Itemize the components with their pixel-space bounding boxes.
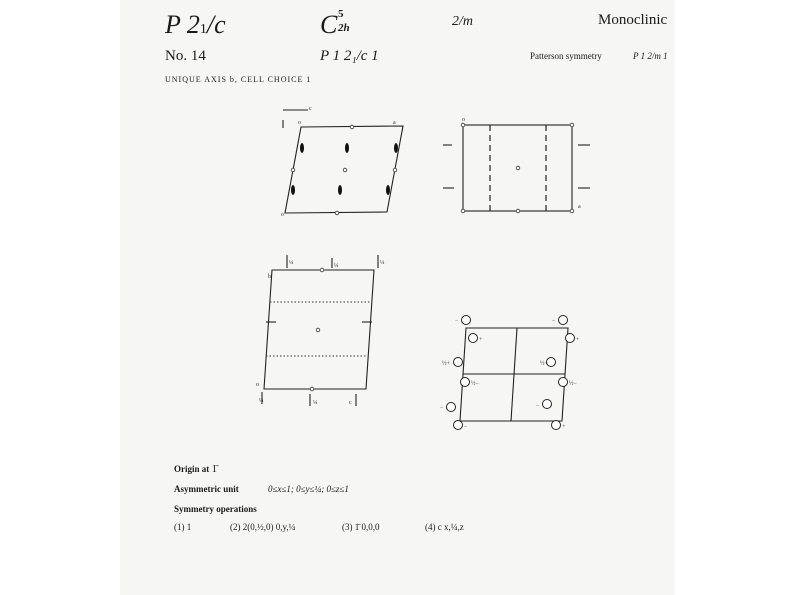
inversion-center: [516, 209, 520, 213]
a-axis-label: a: [393, 120, 396, 126]
minus-sign: −: [455, 318, 459, 324]
quarter-label: ¼: [380, 260, 385, 266]
asymmetric-unit-label: Asymmetric unit: [174, 484, 239, 494]
b-axis-label: b: [268, 274, 271, 280]
inversion-center: [570, 209, 574, 213]
inversion-center: [335, 211, 339, 215]
schoenflies-symbol: C: [320, 10, 338, 39]
position-circle: [566, 334, 575, 343]
inversion-center: [343, 168, 347, 172]
patterson-label: Patterson symmetry: [530, 51, 602, 61]
inversion-center: [316, 328, 320, 332]
quarter-label: ¼: [313, 400, 318, 406]
asymmetric-unit-value: 0≤x≤1; 0≤y≤¼; 0≤z≤1: [268, 484, 349, 494]
symmetry-op-1: (1) 1: [174, 522, 192, 532]
screw-axis-symbol: [291, 185, 295, 195]
half-minus-label: ½−: [569, 381, 577, 387]
minus-sign: −: [552, 318, 556, 324]
half-plus-label: ½+: [540, 361, 548, 367]
position-circle: [552, 421, 561, 430]
space-group-number: No. 14: [165, 48, 206, 64]
screw-axis-symbol: [394, 143, 398, 153]
plus-sign: +: [576, 337, 580, 343]
a-axis-label: a: [578, 204, 581, 210]
hm-symbol: P 21/c: [165, 10, 226, 39]
plus-sign: +: [479, 337, 483, 343]
origin-label-row: Origin at 1̄: [174, 463, 217, 475]
origin-label: o: [281, 212, 284, 218]
crystal-system: Monoclinic: [598, 12, 668, 28]
screw-axis-symbol: [345, 143, 349, 153]
schoenflies-superscript: 5: [338, 8, 344, 20]
position-circle: [454, 421, 463, 430]
position-circle: [469, 334, 478, 343]
origin-label: o: [462, 117, 465, 123]
screw-axis-symbol: [386, 185, 390, 195]
symmetry-operations-label: Symmetry operations: [174, 504, 257, 514]
plus-sign: +: [562, 424, 566, 430]
position-circle: [461, 378, 470, 387]
patterson-value: P 1 2/m 1: [633, 51, 668, 61]
minus-sign: −: [536, 403, 540, 409]
origin-label: o: [298, 120, 301, 126]
inversion-center: [320, 268, 324, 272]
quarter-label: ¼: [259, 398, 264, 404]
inversion-center: [393, 168, 397, 172]
half-minus-label: ½−: [471, 381, 479, 387]
position-circle: [462, 316, 471, 325]
inversion-center: [570, 123, 574, 127]
diagram-projection-b: [283, 110, 403, 215]
symmetry-op-4: (4) c x,¼,z: [425, 522, 464, 532]
diagram-projection-c: [443, 123, 590, 213]
inversion-center: [310, 387, 314, 391]
position-circle: [559, 316, 568, 325]
inversion-center: [291, 168, 295, 172]
diagram-projection-a: [262, 255, 378, 406]
position-circle: [447, 403, 456, 412]
full-symbol: P 1 2₁/c 1: [320, 48, 379, 64]
half-plus-label: ½+: [442, 361, 450, 367]
c-axis-label: c: [349, 400, 352, 406]
quarter-label: ¼: [289, 260, 294, 266]
inversion-center: [461, 123, 465, 127]
symmetry-op-2: (2) 2(0,½,0) 0,y,¼: [230, 522, 296, 532]
quarter-label: ¼: [334, 263, 339, 269]
position-circle: [454, 358, 463, 367]
symmetry-op-3: (3) 1̄ 0,0,0: [342, 522, 380, 532]
point-group: 2/m: [452, 14, 473, 29]
minus-sign: −: [464, 424, 468, 430]
schoenflies-subscript: 2h: [338, 22, 350, 34]
unique-axis-line: UNIQUE AXIS b, CELL CHOICE 1: [165, 75, 312, 84]
screw-axis-symbol: [338, 185, 342, 195]
position-circle: [543, 400, 552, 409]
position-circle: [559, 378, 568, 387]
inversion-center: [461, 209, 465, 213]
inversion-center: [350, 125, 354, 129]
origin-label: o: [256, 382, 259, 388]
screw-axis-symbol: [300, 143, 304, 153]
minus-sign: −: [440, 405, 444, 411]
c-axis-label: c: [309, 106, 312, 112]
diagram-general-positions: [447, 316, 575, 430]
inversion-center: [516, 166, 520, 170]
